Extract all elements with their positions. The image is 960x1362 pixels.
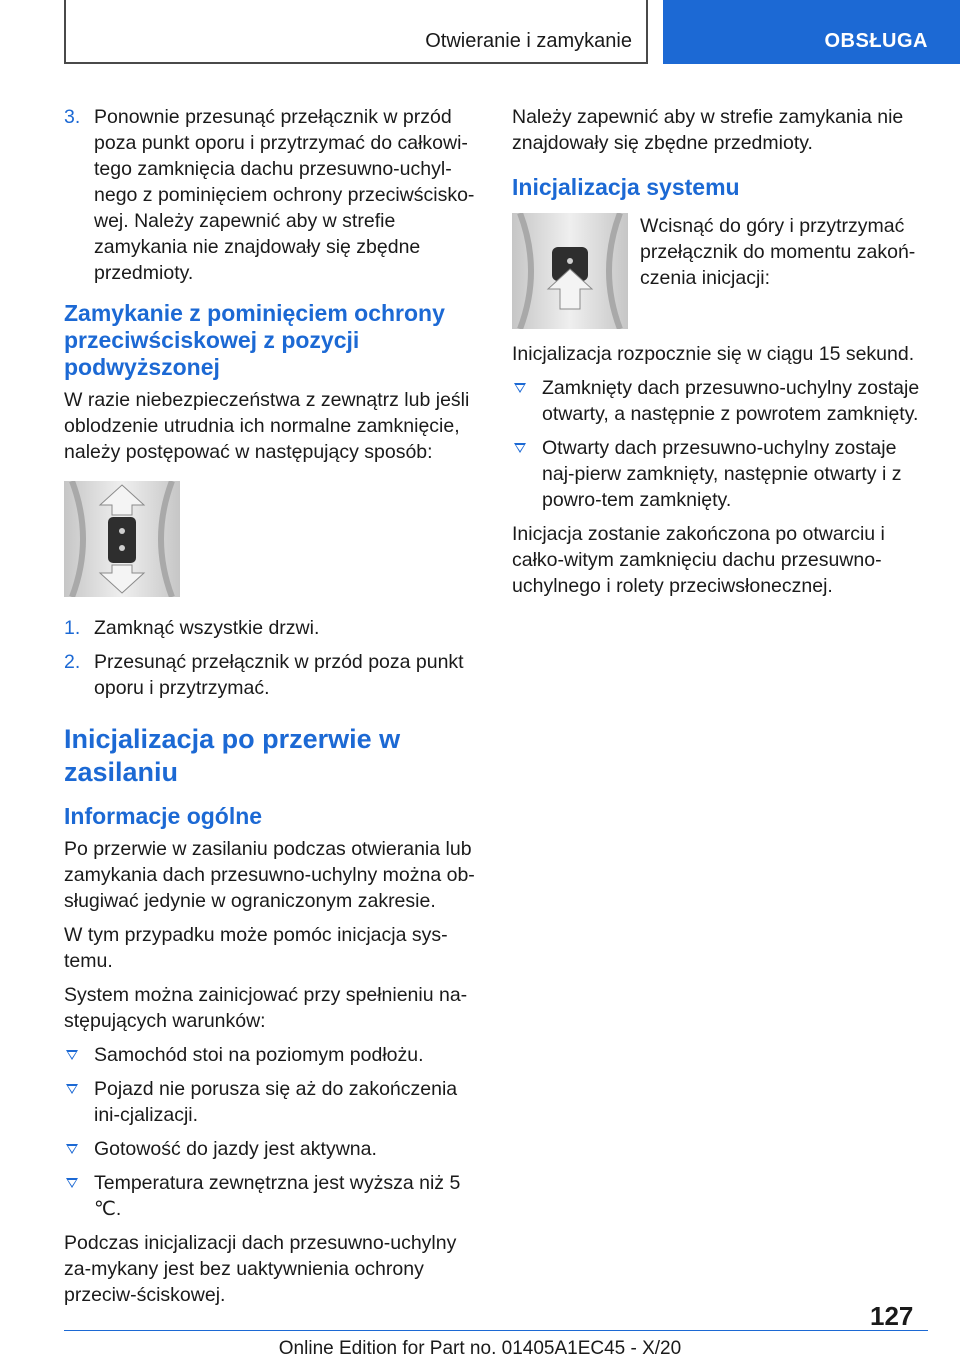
heading-general-info: Informacje ogólne (64, 803, 263, 829)
step-number: 3. (64, 106, 81, 128)
heading-system-init: Inicjalizacja systemu (512, 174, 740, 200)
triangle-bullet-icon (66, 1144, 78, 1154)
triangle-bullet-icon (514, 383, 526, 393)
condition-text: Temperatura zewnętrzna jest wyższa niż 5 ℃. (94, 1172, 461, 1220)
result-text: Otwarty dach przesuwno-uchylny zostaje naj-pierw zamknięty, następnie otwarty i z powro-tem zamknięty. (542, 437, 902, 511)
step-text: Ponownie przesunąć przełącznik w przód poza punkt oporu i przytrzymać do całkowi-tego zamknięcia dachu przesuwno-uchyl-nego z pominięciem ochrony przeciwścisko-wej. Należy zapewnić aby w strefie zamykania nie znajdowały się zbędne przedmioty. (94, 106, 475, 284)
triangle-bullet-icon (66, 1050, 78, 1060)
condition-text: Gotowość do jazdy jest aktywna. (94, 1138, 377, 1160)
condition-item (64, 1076, 480, 1128)
edition-text: Online Edition for Part no. 01405A1EC45 - X/20 (278, 1338, 682, 1359)
switch-push-pull-icon (64, 481, 180, 597)
paragraph-general-4: Podczas inicjalizacji dach przesuwno-uchylny za-mykany jest bez uaktywnienia ochrony przeciw-ściskowej. (64, 1232, 457, 1306)
condition-text: Pojazd nie porusza się aż do zakończenia ini-cjalizacji. (94, 1078, 458, 1126)
triangle-bullet-icon (514, 443, 526, 453)
header-title-box (64, 0, 648, 64)
triangle-bullet-icon (66, 1084, 78, 1094)
condition-item (64, 1136, 480, 1162)
paragraph-press-switch: Wcisnąć do góry i przytrzymać przełącznik do momentu zakoń-czenia inicjacji: (640, 215, 916, 289)
footer-divider (64, 1330, 928, 1331)
result-item (512, 435, 928, 513)
chapter-tab-label: OBSŁUGA (824, 30, 928, 52)
left-column (64, 104, 480, 1316)
paragraph-bypass: W razie niebezpieczeństwa z zewnątrz lub jeśli oblodzenie utrudnia ich normalne zamknięcie, należy postępować w następujący sposób: (64, 389, 470, 463)
step-3 (64, 104, 480, 286)
paragraph-general-2: W tym przypadku może pomóc inicjacja sys-temu. (64, 924, 448, 972)
paragraph-init-end: Inicjacja zostanie zakończona po otwarciu i całko-witym zamknięciu dachu przesuwno-uchylnego i rolety przeciwsłonecznej. (512, 523, 885, 597)
result-item (512, 375, 928, 427)
step-1 (64, 615, 480, 641)
heading-bypass-closing: Zamykanie z pominięciem ochrony przeciwściskowej z pozycji podwyższonej (64, 300, 445, 380)
condition-item (64, 1042, 480, 1068)
paragraph-general-3: System można zainicjować przy spełnieniu na-stępujących warunków: (64, 984, 468, 1032)
step-text: Zamknąć wszystkie drzwi. (94, 617, 320, 639)
section-title: Otwieranie i zamykanie (425, 30, 632, 52)
triangle-bullet-icon (66, 1178, 78, 1188)
step-text: Przesunąć przełącznik w przód poza punkt oporu i przytrzymać. (94, 651, 464, 699)
chapter-tab (663, 0, 960, 64)
condition-item (64, 1170, 480, 1222)
switch-push-up-illustration (512, 213, 628, 329)
page-number: 127 (870, 1301, 914, 1331)
step-number: 1. (64, 617, 81, 639)
condition-text: Samochód stoi na poziomym podłożu. (94, 1044, 424, 1066)
switch-push-pull-illustration (64, 481, 180, 597)
paragraph-init-start: Inicjalizacja rozpocznie się w ciągu 15 sekund. (512, 343, 915, 365)
right-column (512, 104, 928, 607)
paragraph-top: Należy zapewnić aby w strefie zamykania nie znajdowały się zbędne przedmioty. (512, 106, 904, 154)
paragraph-general-1: Po przerwie w zasilaniu podczas otwierania lub zamykania dach przesuwno-uchylny można ob-sługiwać jedynie w ograniczonym zakresie. (64, 838, 475, 912)
result-text: Zamknięty dach przesuwno-uchylny zostaje otwarty, a następnie z powrotem zamknięty. (542, 377, 920, 425)
heading-init-after-power-loss: Inicjalizacja po przerwie w zasilaniu (64, 724, 401, 787)
step-number: 2. (64, 651, 81, 673)
switch-push-up-icon (512, 213, 628, 329)
step-2 (64, 649, 480, 701)
